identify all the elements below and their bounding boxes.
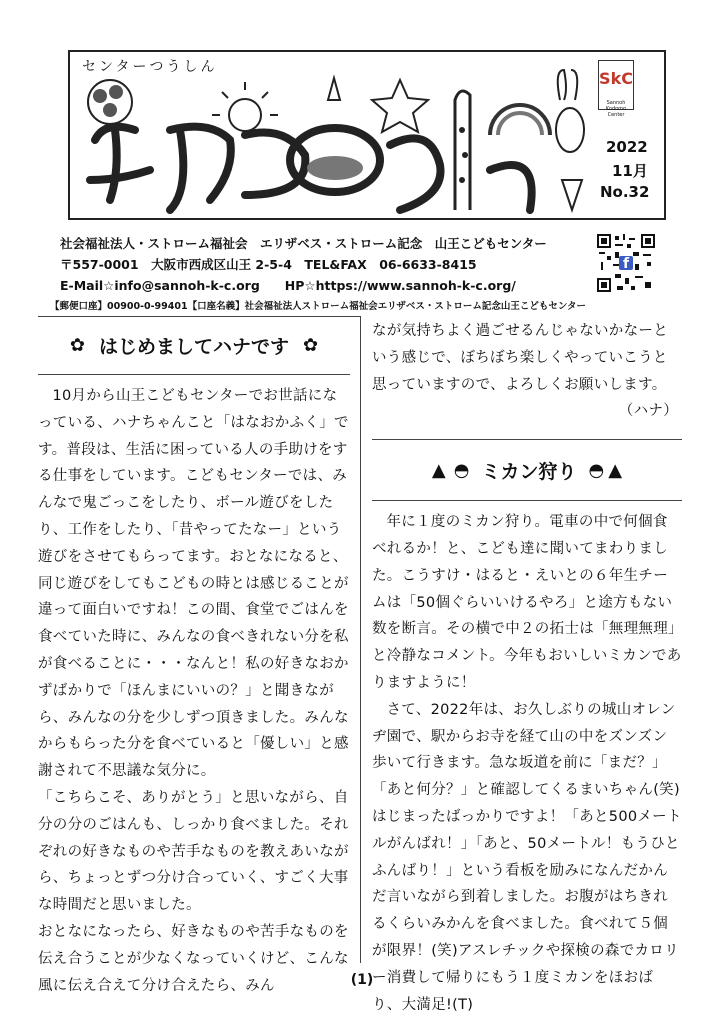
tree-icon: ▲: [608, 459, 623, 481]
svg-text:f: f: [622, 256, 630, 272]
paragraph: さて、2022年は、お久しぶりの城山オレンヂ園で、駅からお寺を経て山の中をズンズン歩いて行きます。急な坂道を前に「まだ？」「あと何分？」と確認してくるまいちゃん(笑)はじまったばっかりですよ！「あと500メートルがんばれ！」「あと、50メートル！もうひとふんばり！」という看板を励みになんだかんだ言いながら到着しました。お腹がはちきれるくらいみかんを食べました。食べれて５個が限界！(笑)アスレチックや探検の森でカロリー消費して帰りにもう１度ミカンをほおばり、大満足!(T): [372, 701, 682, 1013]
paragraph: おとなになったら、好きなものや苦手なものを伝え合うことが少なくなっていくけど、こんな風に伝え合えて分け合えたら、みん: [38, 923, 349, 994]
paragraph: 年に１度のミカン狩り。電車の中で何個食べれるか！と、こども達に聞いてまわりました。こうすけ・はると・えいとの６年生チームは「50個ぐらいいけるやろ」と途方もない数を断言。その横で中２の拓士は「無理無理」と冷静なコメント。今年もおいしいミカンでありますように！: [372, 514, 682, 691]
author-signature: （ハナ）: [618, 403, 678, 420]
masthead-kicker: センターつうしん: [82, 59, 218, 75]
orange-slice-icon: ◓: [588, 459, 605, 481]
flower-icon: ✿: [303, 335, 319, 356]
paragraph: 10月から山王こどもセンターでお世話になっている、ハナちゃんこと「はなおかふく」です。普段は、生活に困っている人の手助けをする仕事をしています。こどもセンターでは、みんなで鬼ごっこをしたり、ボール遊びをしたり、工作をしたり、「昔やってたなー」という遊びをさせてもらってます。おとなになると、同じ遊びをしてもこどもの時とは感じることが違って面白いですね！この間、食堂でごはんを食べていた時に、みんなの食べきれない分を私が食べることに・・・なんと！私の好きなおかずばかりで「ほんまにいいの？」と聞きながら、みんなの分を少しずつ頂きました。みんなからもらった分を食べていると「優しい」と感謝されて不思議な気分に。: [38, 388, 349, 780]
postal-bank-account: 【郵便口座】00900-0-99401【口座名義】社会福祉法人ストローム福祉会エリザベス・ストローム記念山王こどもセンター: [50, 301, 587, 312]
address-phone: 〒557-0001 大阪市西成区山王 2-5-4 TEL&FAX 06-6633-8415: [60, 257, 477, 272]
paragraph: なが気持ちよく過ごせるんじゃないかなーという感じで、ぼちぼち楽しくやっていこうと思っていますので、よろしくお願いします。: [372, 323, 668, 393]
hana-article-continued: [372, 318, 682, 425]
right-column: [372, 316, 682, 1018]
issue-number: No.32: [600, 183, 650, 201]
flower-icon: ✿: [69, 335, 85, 356]
mikan-article-heading: [372, 439, 682, 501]
orange-slice-icon: ◓: [453, 459, 470, 481]
masthead-illustration: [70, 60, 590, 220]
hana-heading-text: はじめましてハナです: [98, 336, 289, 358]
page-number: (1): [350, 972, 374, 988]
left-column: [38, 316, 361, 994]
hana-article-heading: [38, 317, 350, 375]
issue-year: 2022: [606, 138, 648, 156]
qr-code-icon[interactable]: [597, 234, 655, 292]
organization-name: 社会福祉法人・ストローム福祉会 エリザベス・ストローム記念 山王こどもセンター: [60, 236, 547, 251]
mikan-heading-text: ミカン狩り: [481, 460, 577, 483]
tree-icon: ▲: [431, 459, 446, 481]
paragraph: 「こちらこそ、ありがとう」と思いながら、自分の分のごはんも、しっかり食べました。それぞれの好きなものや苦手なものを教えあいながら、ちょっとずつ分け合っていく、すごく大事な時間だと思いました。: [38, 789, 349, 914]
issue-month: 11月: [612, 162, 648, 180]
hana-article-body: [38, 383, 350, 999]
logo-caption: Sannoh Kodomo Center: [605, 100, 627, 118]
email-website[interactable]: E-Mail☆info@sannoh-k-c.org HP☆https://www.sannoh-k-c.org/: [60, 278, 516, 293]
center-logo: SkC: [598, 60, 634, 110]
mikan-article-body: [372, 509, 682, 1018]
